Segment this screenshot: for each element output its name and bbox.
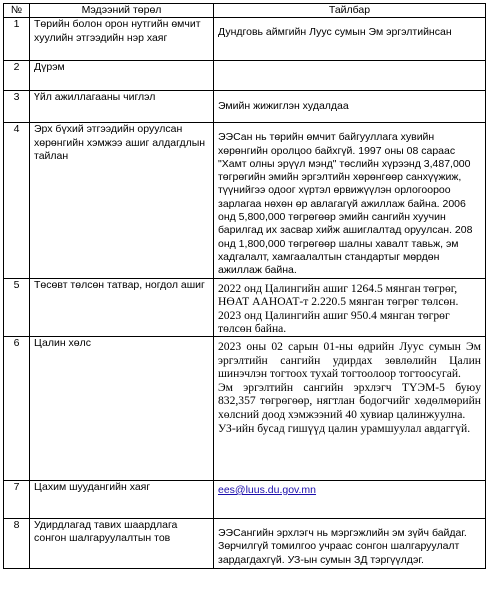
table-row xyxy=(4,336,486,480)
row-description xyxy=(214,123,486,278)
row-info-type: Цахим шуудангийн хаяг xyxy=(30,480,214,518)
table-row xyxy=(4,91,486,123)
row-number: 6 xyxy=(4,336,30,480)
row-description xyxy=(214,91,486,123)
row-number: 1 xyxy=(4,18,30,61)
table-row xyxy=(4,480,486,518)
row-info-type: Эрх бүхий этгээдийн оруулсан хөрөнгийн хэмжээ ашиг алдагдлын тайлан xyxy=(30,123,214,278)
row-description xyxy=(214,336,486,480)
row-info-type: Төрийн болон орон нутгийн өмчит хуулийн этгээдийн нэр хаяг xyxy=(30,18,214,61)
row-info-type: Үйл ажиллагааны чиглэл xyxy=(30,91,214,123)
info-table xyxy=(3,3,486,569)
table-row xyxy=(4,123,486,278)
row-number: 5 xyxy=(4,278,30,336)
row-description xyxy=(214,61,486,91)
row-number: 8 xyxy=(4,518,30,568)
description-text: Дундговь аймгийн Луус сумын Эм эргэлтийнсан xyxy=(218,26,452,39)
table-row xyxy=(4,61,486,91)
table-row xyxy=(4,18,486,61)
description-text: Эмийн жижиглэн худалдаа xyxy=(218,100,349,113)
header-number: № xyxy=(4,4,30,18)
header-info-type: Мэдээний төрөл xyxy=(30,4,214,18)
description-text: УЗ-ийн бусад гишүүд цалин урамшуулал авдаггүй. xyxy=(218,421,471,435)
description-text: 2023 онд Цалингийн ашиг 950.4 мянган төгрөг төлсөн байна. xyxy=(218,308,450,336)
header-row xyxy=(4,4,486,18)
description-text: Эм эргэлтийн сангийн эрхлэгч ТҮЭМ-5 буюу 832,357 төгрөгөөр, нягтлан бодогчийг хөдөлмөрийн хөлсний доод хэмжээний 40 хувиар цалинжуулна. xyxy=(218,380,481,421)
row-info-type: Цалин хөлс xyxy=(30,336,214,480)
description-text: ЭЭСан нь төрийн өмчит байгууллага хувийн хөрөнгийн оролцоо байхгүй. 1997 оны 08 сараас "Хамт олны эрүүл мэнд" төслийн хүрээнд 3,487,000 төгрөгийн эмийн эргэлтийн хөрөнгөөр санхүүжиж, түүнийгээ одоог хүртэл өрвижүүлэн орлогоороо зарлагаа нөхөн өр авлагагүй ажиллаж байна. 2006 онд 5,800,000 төгрөгөөр эмийн сангийн хуучин барилгад их засвар хийж ашиглалтад оруулсан. 208 онд 1,800,000 төгрөгөөр шалны хавалт тавьж, эм хадгалалт, хамгаалалтын стандартыг мөрдөн ажиллаж байна. xyxy=(218,131,473,277)
row-info-type: Төсөвт төлсөн татвар, ногдол ашиг xyxy=(30,278,214,336)
row-description xyxy=(214,480,486,518)
row-number: 3 xyxy=(4,91,30,123)
table-row xyxy=(4,518,486,568)
row-description xyxy=(214,18,486,61)
description-text: ЭЭСангийн эрхлэгч нь мэргэжлийн эм зүйч байдаг. Зөрчилгүй томилгоо учраас сонгон шалгаруулалт зардагдахгүй. УЗ-ын сумын ЗД тэргүүлдэг. xyxy=(218,526,467,566)
row-description xyxy=(214,518,486,568)
table-row xyxy=(4,278,486,336)
row-number: 2 xyxy=(4,61,30,91)
row-description xyxy=(214,278,486,336)
description-text: 2022 онд Цалингийн ашиг 1264.5 мянган төгрөг, НӨАТ ААНОАТ-т 2.220.5 мянган төгрөг төлсөн. xyxy=(218,281,459,309)
header-description: Тайлбар xyxy=(214,4,486,18)
email-link[interactable]: ees@luus.du.gov.mn xyxy=(218,483,317,496)
row-info-type: Удирдлагад тавих шаардлага сонгон шалгаруулалтын тов xyxy=(30,518,214,568)
row-info-type: Дүрэм xyxy=(30,61,214,91)
row-number: 7 xyxy=(4,480,30,518)
row-number: 4 xyxy=(4,123,30,278)
description-text: 2023 оны 02 сарын 01-ны өдрийн Луус сумын Эм эргэлтийн сангийн удирдах зөвлөлийн Цалин шинэчлэн тогтоох тухай тогтоолоор тогтоосугай. xyxy=(218,339,481,381)
